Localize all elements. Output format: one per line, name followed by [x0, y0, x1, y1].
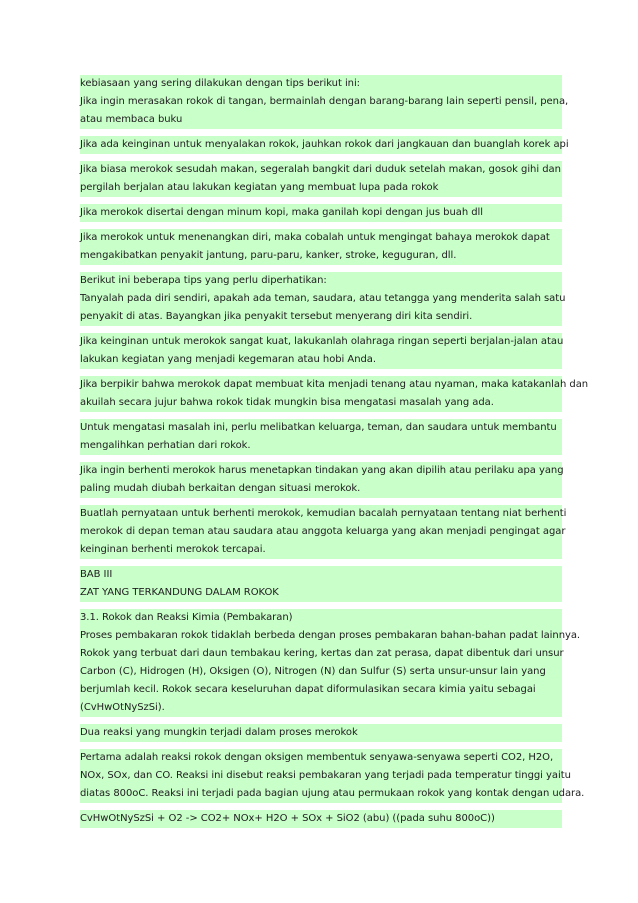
- text-line: Jika ingin merasakan rokok di tangan, bermainlah dengan barang-barang lain seperti pensil, pena,: [80, 96, 569, 107]
- text-line: mengalihkan perhatian dari rokok.: [80, 440, 251, 451]
- text-line: BAB III: [80, 569, 113, 580]
- text-line: 3.1. Rokok dan Reaksi Kimia (Pembakaran): [80, 612, 293, 623]
- text-line: keinginan berhenti merokok tercapai.: [80, 544, 266, 555]
- text-line: Buatlah pernyataan untuk berhenti merokok, kemudian bacalah pernyataan tentang niat berhenti: [80, 508, 567, 519]
- text-line: Jika ada keinginan untuk menyalakan rokok, jauhkan rokok dari jangkauan dan buanglah korek api: [80, 139, 569, 150]
- text-line: diatas 800oC. Reaksi ini terjadi pada bagian ujung atau permukaan rokok yang kontak dengan udara.: [80, 788, 585, 799]
- document-page: [80, 75, 589, 835]
- text-line: Jika keinginan untuk merokok sangat kuat, lakukanlah olahraga ringan seperti berjalan-jalan atau: [80, 336, 564, 347]
- paragraph: [80, 609, 581, 717]
- text-line: penyakit di atas. Bayangkan jika penyakit tersebut menyerang diri kita sendiri.: [80, 311, 473, 322]
- text-line: paling mudah diubah berkaitan dengan situasi merokok.: [80, 483, 361, 494]
- text-line: Jika merokok disertai dengan minum kopi, maka ganilah kopi dengan jus buah dll: [80, 207, 483, 218]
- text-line: berjumlah kecil. Rokok secara keseluruhan dapat diformulasikan secara kimia yaitu sebagai: [80, 684, 536, 695]
- paragraph: [80, 376, 589, 412]
- text-line: atau membaca buku: [80, 114, 183, 125]
- paragraph: [80, 229, 562, 265]
- text-line: Pertama adalah reaksi rokok dengan oksigen membentuk senyawa-senyawa seperti CO2, H2O,: [80, 752, 554, 763]
- paragraph: [80, 505, 567, 559]
- text-line: kebiasaan yang sering dilakukan dengan tips berikut ini:: [80, 78, 361, 89]
- paragraph: [80, 810, 562, 828]
- paragraph: [80, 462, 562, 498]
- text-line: ZAT YANG TERKANDUNG DALAM ROKOK: [80, 587, 279, 598]
- text-line: Proses pembakaran rokok tidaklah berbeda dengan proses pembakaran bahan-bahan padat lainnya.: [80, 630, 581, 641]
- text-line: Untuk mengatasi masalah ini, perlu melibatkan keluarga, teman, dan saudara untuk membantu: [80, 422, 557, 433]
- text-line: Rokok yang terbuat dari daun tembakau kering, kertas dan zat perasa, dapat dibentuk dari unsur: [80, 648, 564, 659]
- text-line: pergilah berjalan atau lakukan kegiatan yang membuat lupa pada rokok: [80, 182, 439, 193]
- paragraph: [80, 419, 562, 455]
- text-line: Dua reaksi yang mungkin terjadi dalam proses merokok: [80, 727, 358, 738]
- text-line: NOx, SOx, dan CO. Reaksi ini disebut reaksi pembakaran yang terjadi pada temperatur tinggi yaitu: [80, 770, 571, 781]
- text-line: (CvHwOtNySzSi).: [80, 702, 165, 713]
- text-line: akuilah secara jujur bahwa rokok tidak mungkin bisa mengatasi masalah yang ada.: [80, 397, 494, 408]
- text-line: CvHwOtNySzSi + O2 -> CO2+ NOx+ H2O + SOx + SiO2 (abu) ((pada suhu 800oC)): [80, 813, 495, 824]
- paragraph: [80, 272, 566, 326]
- paragraph: [80, 724, 562, 742]
- text-line: mengakibatkan penyakit jantung, paru-paru, kanker, stroke, keguguran, dll.: [80, 250, 457, 261]
- text-line: Jika berpikir bahwa merokok dapat membuat kita menjadi tenang atau nyaman, maka katakanlah dan: [80, 379, 589, 390]
- paragraph: [80, 333, 562, 369]
- text-line: Jika merokok untuk menenangkan diri, maka cobalah untuk mengingat bahaya merokok dapat: [80, 232, 550, 243]
- paragraph: [80, 75, 569, 129]
- paragraph: [80, 749, 585, 803]
- text-line: Tanyalah pada diri sendiri, apakah ada teman, saudara, atau tetangga yang menderita salah satu: [80, 293, 566, 304]
- paragraph: [80, 136, 569, 154]
- text-line: lakukan kegiatan yang menjadi kegemaran atau hobi Anda.: [80, 354, 376, 365]
- text-line: Carbon (C), Hidrogen (H), Oksigen (O), Nitrogen (N) dan Sulfur (S) serta unsur-unsur lain yang: [80, 666, 546, 677]
- text-line: Jika biasa merokok sesudah makan, segeralah bangkit dari duduk setelah makan, gosok gihi dan: [80, 164, 561, 175]
- text-line: Berikut ini beberapa tips yang perlu diperhatikan:: [80, 275, 327, 286]
- text-line: Jika ingin berhenti merokok harus menetapkan tindakan yang akan dipilih atau perilaku apa yang: [80, 465, 564, 476]
- paragraph: [80, 566, 562, 602]
- text-line: merokok di depan teman atau saudara atau anggota keluarga yang akan menjadi pengingat agar: [80, 526, 566, 537]
- paragraph: [80, 161, 562, 197]
- paragraph: [80, 204, 562, 222]
